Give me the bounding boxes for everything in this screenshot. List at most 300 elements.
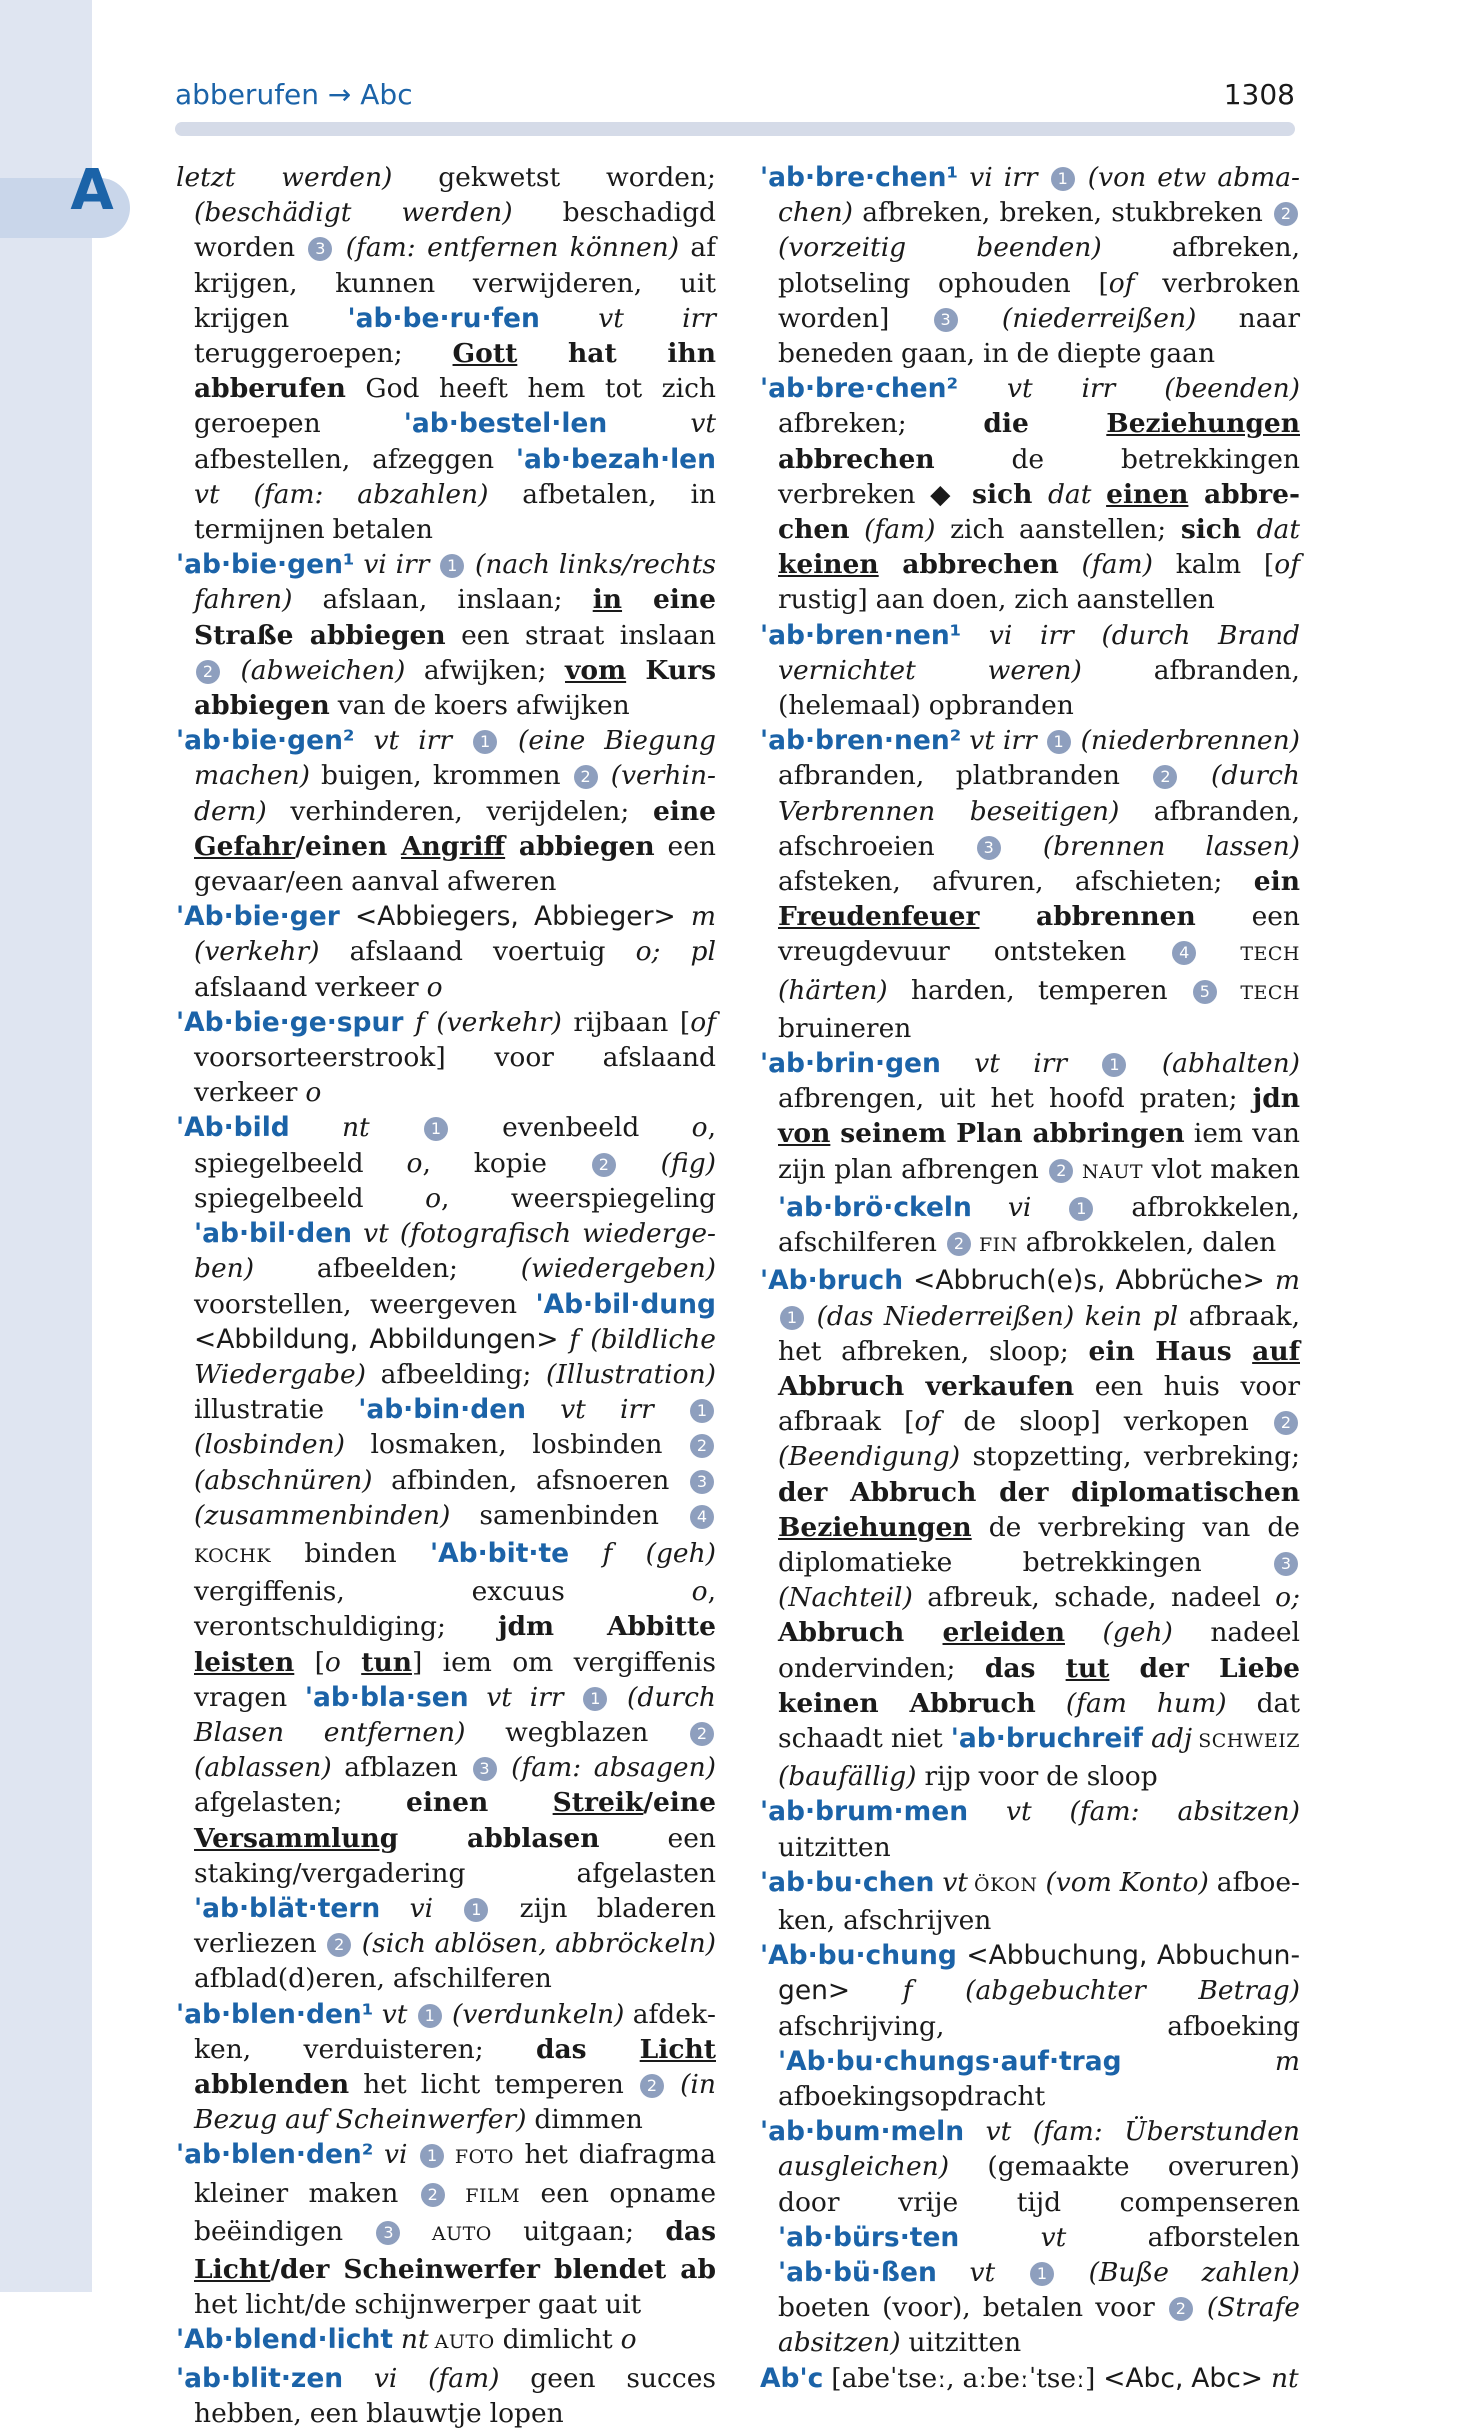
domain-label: KOCHK xyxy=(194,1544,272,1567)
collocate: tun xyxy=(361,1646,412,1678)
sense-number: 5 xyxy=(1193,980,1217,1004)
text-run: afbinden, afsnoeren xyxy=(372,1464,688,1496)
italic-label: nt xyxy=(393,2324,429,2356)
dictionary-entry xyxy=(760,371,1300,617)
dictionary-entry xyxy=(760,1794,1300,1864)
text-run: losmaken, losbinden xyxy=(344,1429,688,1461)
text-run: een opname beëindigen xyxy=(194,2177,716,2247)
sense-number: 1 xyxy=(418,2004,442,2028)
text-run: God heeft hem tot zich geroepen xyxy=(194,373,716,440)
italic-label: (beschädigt werden) xyxy=(194,197,513,229)
domain-label: SCHWEIZ xyxy=(1192,1729,1300,1752)
sense-number: 1 xyxy=(1047,730,1071,754)
dictionary-entry xyxy=(760,618,1300,724)
sense-number: 1 xyxy=(1102,1053,1126,1077)
sense-number: 1 xyxy=(440,554,464,578)
headword: 'ab·brö·ckeln xyxy=(778,1191,972,1223)
example-phrase: hat ihn abberufen xyxy=(194,338,717,405)
headword: 'Ab·bu·chung xyxy=(760,1940,957,1972)
headword: 'ab·bil·den xyxy=(194,1218,353,1250)
headword: 'ab·bürs·ten xyxy=(778,2221,960,2253)
text-run: rijbaan [ xyxy=(561,1006,691,1038)
headword: 'ab·bu·chen xyxy=(760,1866,935,1898)
domain-label: AUTO xyxy=(402,2222,492,2245)
example-phrase: eine Straße abbiegen xyxy=(194,584,716,651)
headword: 'ab·blen·den² xyxy=(176,2139,374,2171)
text-run: afbrokkelen, afschilferen xyxy=(778,1191,1300,1259)
headword: 'ab·bren·nen² xyxy=(760,725,962,757)
sense-number: 1 xyxy=(424,1117,448,1141)
text-run: afslaand voertuig xyxy=(319,936,636,968)
sense-number: 1 xyxy=(1069,1197,1093,1221)
italic-label: (vom Konto) xyxy=(1037,1866,1209,1898)
text-run: rustig] aan doen, zich aanstellen xyxy=(778,584,1215,616)
text-run: , weerspiegeling xyxy=(441,1182,716,1214)
sense-number: 4 xyxy=(690,1505,714,1529)
dictionary-entry xyxy=(760,1263,1300,1794)
text-run: , kopie xyxy=(422,1147,590,1179)
text-run: uitzitten xyxy=(778,1831,891,1863)
grammar-info: <Abbildung, Abbildungen> xyxy=(194,1323,559,1355)
example-phrase: sich xyxy=(972,478,1048,510)
italic-label: (abhalten) xyxy=(1128,1048,1301,1080)
sense-number: 3 xyxy=(934,308,958,332)
text-run: afgelasten; xyxy=(194,1787,406,1819)
sense-number: 2 xyxy=(574,765,598,789)
text-run: bruineren xyxy=(778,1012,912,1044)
italic-label: vi irr xyxy=(354,549,439,581)
italic-label: vi (fam) xyxy=(343,2362,500,2394)
example-phrase: das xyxy=(535,2033,640,2065)
text-run: afborstelen xyxy=(1066,2221,1300,2253)
example-phrase: der Liebe keinen Abbruch xyxy=(778,1652,1300,1719)
dictionary-entry xyxy=(176,160,716,547)
text-run: afboeken, afschrijven xyxy=(778,1866,1300,1936)
headword: 'ab·bü·ßen xyxy=(778,2256,937,2288)
text-run: buigen, krommen xyxy=(309,760,572,792)
example-phrase: abblenden xyxy=(194,2068,350,2100)
example-phrase: sich xyxy=(1180,514,1257,546)
italic-label: (von etw abmachen) xyxy=(778,162,1301,229)
text-run: nadeel ondervinden; xyxy=(778,1617,1300,1684)
collocate: Angriff xyxy=(401,830,506,862)
example-phrase: einen xyxy=(405,1787,553,1819)
dictionary-entry xyxy=(760,1865,1300,1938)
text-run: afblad(d)eren, afschilferen xyxy=(194,1963,552,1995)
sense-number: 1 xyxy=(583,1687,607,1711)
sense-number: 2 xyxy=(947,1232,971,1256)
example-phrase: abblasen xyxy=(398,1822,600,1854)
italic-label: vi irr (durch Brand vernichtet weren) xyxy=(778,619,1300,686)
sense-number: 2 xyxy=(640,2074,664,2098)
italic-label: (vorzeitig beenden) xyxy=(778,232,1102,264)
text-run: afbreuk, schade, nadeel xyxy=(912,1582,1276,1614)
example-phrase: Abbruch xyxy=(778,1617,943,1649)
example-phrase: der Abbruch der diplomatischen xyxy=(778,1476,1300,1508)
collocate: Streik xyxy=(552,1787,644,1819)
grammar-info: <Abc, Abc> xyxy=(1095,2362,1264,2394)
example-phrase: ein Haus xyxy=(1088,1335,1253,1367)
italic-label: (Beendigung) xyxy=(778,1441,961,1473)
italic-label: (niederreißen) xyxy=(959,302,1197,334)
example-phrase: /der Scheinwerfer blendet ab xyxy=(270,2253,716,2285)
italic-label: of xyxy=(690,1006,716,1038)
text-run: geen succes hebben, een blauwtje lopen xyxy=(194,2362,716,2429)
italic-label: m (verkehr) xyxy=(194,901,716,968)
text-run: een huis voor afbraak [ xyxy=(778,1370,1300,1438)
italic-label: (fam: entfernen können) xyxy=(334,232,680,264)
italic-label: (das Niederreißen) kein pl xyxy=(806,1300,1179,1332)
italic-label: (fam) xyxy=(849,514,936,546)
headword: 'ab·blen·den¹ xyxy=(176,1998,374,2030)
collocate: vom xyxy=(565,654,627,686)
collocate: Versammlung xyxy=(194,1822,399,1854)
italic-label: vt xyxy=(934,1866,968,1898)
italic-label: o xyxy=(305,1077,322,1109)
example-phrase: ein xyxy=(1253,866,1300,898)
dictionary-entry xyxy=(760,2114,1300,2360)
italic-label: (Strafe absitzen) xyxy=(778,2292,1300,2359)
italic-label: of xyxy=(1274,549,1300,581)
domain-label: AUTO xyxy=(428,2331,495,2354)
text-run: het licht/de schijnwerper gaat uit xyxy=(194,2289,642,2321)
italic-label: (in Bezug auf Scheinwerfer) xyxy=(194,2068,716,2136)
text-run: afbreken, plotseling ophouden [ xyxy=(778,232,1300,299)
sense-number: 2 xyxy=(690,1434,714,1458)
collocate: keinen xyxy=(778,549,879,581)
dictionary-entry xyxy=(176,1005,716,1111)
text-run: het diafragma kleiner maken xyxy=(194,2139,716,2209)
text-run: afbrengen, uit het hoofd praten; xyxy=(778,1083,1253,1115)
italic-label: m xyxy=(1264,1265,1300,1297)
collocate: Gott xyxy=(452,338,518,370)
italic-label: vi xyxy=(380,1892,463,1924)
text-run: afbeelden; xyxy=(254,1253,521,1285)
headword: 'ab·bren·nen¹ xyxy=(760,619,962,651)
example-phrase: Kurs abbiegen xyxy=(194,654,716,722)
italic-label: vt irr (beenden) xyxy=(958,373,1300,405)
sense-number: 3 xyxy=(308,237,332,261)
grammar-info: <Abbiegers, Abbieger> xyxy=(339,901,676,933)
text-run: boeten (voor), betalen voor xyxy=(778,2292,1167,2324)
italic-label: (Buße zahlen) xyxy=(1055,2256,1300,2288)
text-run: kalm [ xyxy=(1152,549,1275,581)
text-run: afboekingsopdracht xyxy=(778,2080,1046,2112)
thumb-index-strip xyxy=(0,0,92,2292)
text-run: afslaan, inslaan; xyxy=(292,584,593,616)
example-phrase: das xyxy=(665,2215,716,2247)
italic-label: vt irr xyxy=(468,1681,582,1713)
domain-label: ÖKON xyxy=(967,1873,1038,1896)
italic-label: o xyxy=(324,1646,341,1678)
domain-label: FOTO xyxy=(446,2146,514,2169)
headword: 'ab·be·ru·fen xyxy=(347,302,540,334)
sense-number: 2 xyxy=(421,2183,445,2207)
headword: 'ab·bin·den xyxy=(358,1394,527,1426)
dictionary-entry xyxy=(176,2137,716,2322)
italic-label: (abweichen) xyxy=(222,654,406,686)
text-run: vergiffenis, excuus xyxy=(194,1576,692,1608)
text-run: verhinderen, verijdelen; xyxy=(266,795,653,827)
grammar-info: <Abbruch(e)s, Abbrüche> xyxy=(903,1265,1265,1297)
sense-number: 1 xyxy=(1030,2262,1054,2286)
text-run: verbroken worden] xyxy=(778,267,1300,334)
dictionary-entry xyxy=(176,2361,716,2431)
sense-number: 3 xyxy=(1274,1552,1298,1576)
collocate: Beziehungen xyxy=(778,1511,972,1543)
right-column xyxy=(760,160,1300,2396)
sense-number: 3 xyxy=(977,836,1001,860)
text-run: afbeelding; xyxy=(366,1358,546,1390)
italic-label: vt irr xyxy=(940,1048,1101,1080)
text-run: , spiegelbeeld xyxy=(194,1112,716,1179)
italic-label: of xyxy=(1108,267,1135,299)
text-run: beschadigd worden xyxy=(194,197,717,264)
dictionary-entry xyxy=(760,1938,1300,2114)
text-run: illustratie xyxy=(194,1394,359,1426)
domain-label: NAUT xyxy=(1075,1160,1144,1183)
text-run: uitzitten xyxy=(900,2327,1022,2359)
italic-label: (losbinden) xyxy=(194,1429,345,1461)
text-run: dimlicht xyxy=(494,2324,621,2356)
sense-number: 4 xyxy=(1172,941,1196,965)
italic-label: vi irr xyxy=(958,162,1049,193)
text-run: afbranden, platbranden xyxy=(778,760,1152,792)
text-run: af krijgen, kunnen verwijderen, uit krijgen xyxy=(194,232,717,334)
collocate: Licht xyxy=(639,2033,716,2065)
italic-label: m xyxy=(1121,2045,1300,2077)
italic-label: f (verkehr) xyxy=(403,1006,562,1038)
headword: 'Ab·blend·licht xyxy=(176,2324,393,2356)
domain-label: TECH xyxy=(1218,981,1300,1004)
text-run: stopzetting, verbreking; xyxy=(960,1441,1300,1473)
collocate: Licht xyxy=(194,2253,271,2285)
headword: 'ab·blit·zen xyxy=(176,2362,344,2394)
headword: 'Ab·bil·dung xyxy=(535,1288,716,1320)
italic-label: (Nachteil) xyxy=(778,1582,913,1614)
italic-label: vt (fam: Überstunden ausgleichen) xyxy=(778,2116,1300,2183)
headword: Ab'c xyxy=(760,2362,824,2394)
text-run: afwijken; xyxy=(405,654,566,686)
italic-label: (fam: absagen) xyxy=(498,1752,716,1784)
domain-label: FILM xyxy=(446,2184,521,2207)
text-run: uitgaan; xyxy=(491,2215,666,2247)
text-run: afbreken, breken, stukbreken xyxy=(853,197,1272,229)
example-phrase: Abbruch verkaufen xyxy=(778,1370,1075,1402)
italic-label: (ablassen) xyxy=(194,1752,332,1784)
text-run: afbestellen, afzeggen xyxy=(194,443,516,475)
text-run: dimmen xyxy=(526,2104,643,2136)
text-run: het licht temperen xyxy=(349,2068,638,2100)
text-run: de betrekkingen verbreken ◆ xyxy=(778,443,1300,510)
headword: 'Ab·bie·ge·spur xyxy=(176,1006,404,1038)
collocate: in xyxy=(592,584,623,616)
text-run: gekwetst worden; xyxy=(392,162,716,193)
italic-label: letzt werden) xyxy=(176,162,393,193)
italic-label: vt (fam: absitzen) xyxy=(968,1796,1300,1828)
italic-label: vt irr xyxy=(354,725,472,757)
italic-label: (fam hum) xyxy=(1035,1687,1227,1719)
example-phrase: abbrechen xyxy=(878,549,1059,581)
text-run: dat schaadt niet xyxy=(778,1687,1300,1754)
text-run: afbetalen, in termijnen betalen xyxy=(194,478,716,546)
header-rule xyxy=(175,122,1295,136)
italic-label: (durch Verbrennen beseitigen) xyxy=(778,760,1300,827)
sense-number: 2 xyxy=(592,1153,616,1177)
text-run xyxy=(341,1647,361,1678)
text-run: afschrijving, afboeking xyxy=(778,2010,1300,2042)
example-phrase: das xyxy=(984,1652,1066,1684)
headword: 'ab·bestel·len xyxy=(403,408,608,440)
headword: 'Ab·bu·chungs·auf·trag xyxy=(778,2045,1122,2077)
text-run: een staking/vergadering afgelasten xyxy=(194,1822,716,1889)
text-run: spiegelbeeld xyxy=(194,1182,426,1214)
headword: 'ab·bum·meln xyxy=(760,2116,965,2148)
text-run: afbrokkelen, dalen xyxy=(1017,1227,1277,1259)
italic-label: (brennen lassen) xyxy=(1002,830,1300,862)
dictionary-entry xyxy=(760,723,1300,1046)
text-run: ] iem om vergiffenis vragen xyxy=(194,1646,716,1713)
headword: 'ab·bre·chen² xyxy=(760,373,959,405)
italic-label: (Illustration) xyxy=(545,1358,716,1390)
italic-label: vt xyxy=(936,2256,1028,2288)
text-run: vlot maken xyxy=(1143,1153,1300,1185)
italic-label: vi xyxy=(971,1191,1068,1223)
sense-number: 2 xyxy=(196,660,220,684)
text-run: afsteken, afvuren, afschieten; xyxy=(778,866,1254,898)
text-run: zich aanstellen; xyxy=(935,514,1181,546)
italic-label: vt (fam: abzahlen) xyxy=(194,478,489,510)
text-run: voorstellen, weergeven xyxy=(194,1288,536,1320)
text-run: samenbinden xyxy=(450,1499,688,1531)
example-phrase: /einen xyxy=(295,830,401,862)
dictionary-entry xyxy=(176,899,716,1005)
text-run: [abeˈtseː, aːbeːˈtseː] xyxy=(823,2362,1096,2394)
italic-label: (verdunkeln) xyxy=(443,1998,625,2030)
headword: 'Ab·bild xyxy=(176,1112,290,1144)
section-letter: A xyxy=(70,158,114,223)
italic-label: vi xyxy=(373,2139,419,2171)
example-phrase: abbrechen xyxy=(778,443,935,475)
collocate: auf xyxy=(1252,1335,1300,1367)
text-run: afbraak, het afbreken, sloop; xyxy=(778,1300,1300,1367)
italic-label: (abschnüren) xyxy=(194,1464,373,1496)
dictionary-entry xyxy=(176,547,716,723)
italic-label: vt irr xyxy=(539,302,716,334)
italic-label: f (geh) xyxy=(569,1537,716,1569)
dictionary-entry xyxy=(760,160,1300,371)
collocate: Gefahr xyxy=(194,830,296,862)
italic-label: nt xyxy=(289,1112,422,1144)
italic-label: nt xyxy=(1263,2362,1299,2394)
dictionary-entry xyxy=(176,723,716,899)
italic-label: o xyxy=(691,1112,708,1144)
collocate: tut xyxy=(1065,1652,1110,1684)
italic-label: (fig) xyxy=(617,1147,716,1179)
italic-label: (zusammenbinden) xyxy=(194,1499,451,1531)
text-run: evenbeeld xyxy=(449,1112,692,1144)
italic-label: f (bildliche Wiedergabe) xyxy=(194,1323,716,1390)
italic-label: o; pl xyxy=(635,936,716,968)
headword: 'Ab·bruch xyxy=(760,1265,904,1297)
italic-label: vt xyxy=(607,408,717,440)
italic-label: (wiedergeben) xyxy=(520,1253,716,1285)
example-phrase: abbiegen xyxy=(505,830,655,862)
text-run: de sloop] verkopen xyxy=(940,1406,1272,1438)
italic-label: (verhindern) xyxy=(194,760,716,827)
italic-label: (niederbrennen) xyxy=(1072,725,1301,757)
italic-label: of xyxy=(914,1406,941,1438)
headword: 'Ab·bit·te xyxy=(430,1537,570,1569)
example-phrase: /eine xyxy=(643,1787,716,1819)
example-phrase: jdm Abbitte xyxy=(497,1611,716,1643)
text-run: een vreugdevuur ontsteken xyxy=(778,901,1300,968)
italic-label: adj xyxy=(1142,1722,1193,1754)
collocate: von xyxy=(778,1118,831,1150)
text-run: teruggeroepen; xyxy=(194,338,453,370)
headword: 'ab·bre·chen¹ xyxy=(760,162,959,193)
italic-label: (sich ablösen, abbröckeln) xyxy=(353,1928,717,1960)
collocate: einen xyxy=(1106,478,1189,510)
text-run: harden, temperen xyxy=(887,974,1191,1006)
text-run: zijn bladeren verliezen xyxy=(194,1892,717,1960)
example-phrase: die xyxy=(983,408,1107,440)
headword: 'ab·brin·gen xyxy=(760,1048,941,1080)
italic-label: o xyxy=(425,1182,442,1214)
headword: 'ab·brum·men xyxy=(760,1796,969,1828)
text-run: van de koers afwijken xyxy=(329,690,630,722)
text-run: een gevaar/een aanval afweren xyxy=(194,830,716,898)
example-phrase: eine xyxy=(652,795,716,827)
example-phrase: jdn xyxy=(1252,1083,1300,1115)
dictionary-entry xyxy=(760,1046,1300,1263)
headword: 'ab·bie·gen² xyxy=(176,725,355,757)
text-run: rijp voor de sloop xyxy=(916,1761,1158,1793)
headword: 'ab·bie·gen¹ xyxy=(176,549,355,581)
italic-label: (fam) xyxy=(1058,549,1153,581)
text-run: de verbreking van de diplomatieke betrekkingen xyxy=(778,1511,1300,1578)
italic-label: (eine Biegung machen) xyxy=(194,725,716,792)
dictionary-entry xyxy=(176,1110,716,1996)
collocate: leisten xyxy=(194,1646,295,1678)
sense-number: 3 xyxy=(376,2221,400,2245)
italic-label: dat xyxy=(1047,478,1107,510)
text-run: afbranden, afschroeien xyxy=(778,795,1300,862)
domain-label: FIN xyxy=(972,1234,1018,1257)
sense-number: 2 xyxy=(1153,765,1177,789)
grammar-info: <Abbuchung, Abbuchungen> xyxy=(778,1940,1300,2007)
headword: 'ab·bezah·len xyxy=(515,443,716,475)
headword: 'ab·blät·tern xyxy=(194,1892,381,1924)
sense-number: 1 xyxy=(464,1898,488,1922)
dictionary-entry xyxy=(760,2361,1300,2396)
running-head: abberufen → Abc xyxy=(175,78,413,111)
text-run: afslaand verkeer xyxy=(194,971,427,1003)
italic-label: vt irr xyxy=(526,1394,688,1426)
headword: 'ab·bla·sen xyxy=(304,1681,469,1713)
headword: 'ab·bruchreif xyxy=(950,1722,1143,1754)
italic-label: vt (fotografisch wiedergeben) xyxy=(194,1218,716,1285)
text-run: binden xyxy=(271,1537,430,1569)
text-run: [ xyxy=(294,1646,325,1678)
example-phrase: seinem Plan abbringen xyxy=(830,1118,1185,1150)
headword: 'Ab·bie·ger xyxy=(176,901,340,933)
italic-label: dat xyxy=(1256,514,1300,546)
text-run: (gemaakte overuren) door vrije tijd compenseren xyxy=(778,2151,1300,2218)
text-run: naar beneden gaan, in de diepte gaan xyxy=(778,302,1300,370)
collocate: Freudenfeuer xyxy=(778,901,980,933)
sense-number: 1 xyxy=(690,1399,714,1423)
